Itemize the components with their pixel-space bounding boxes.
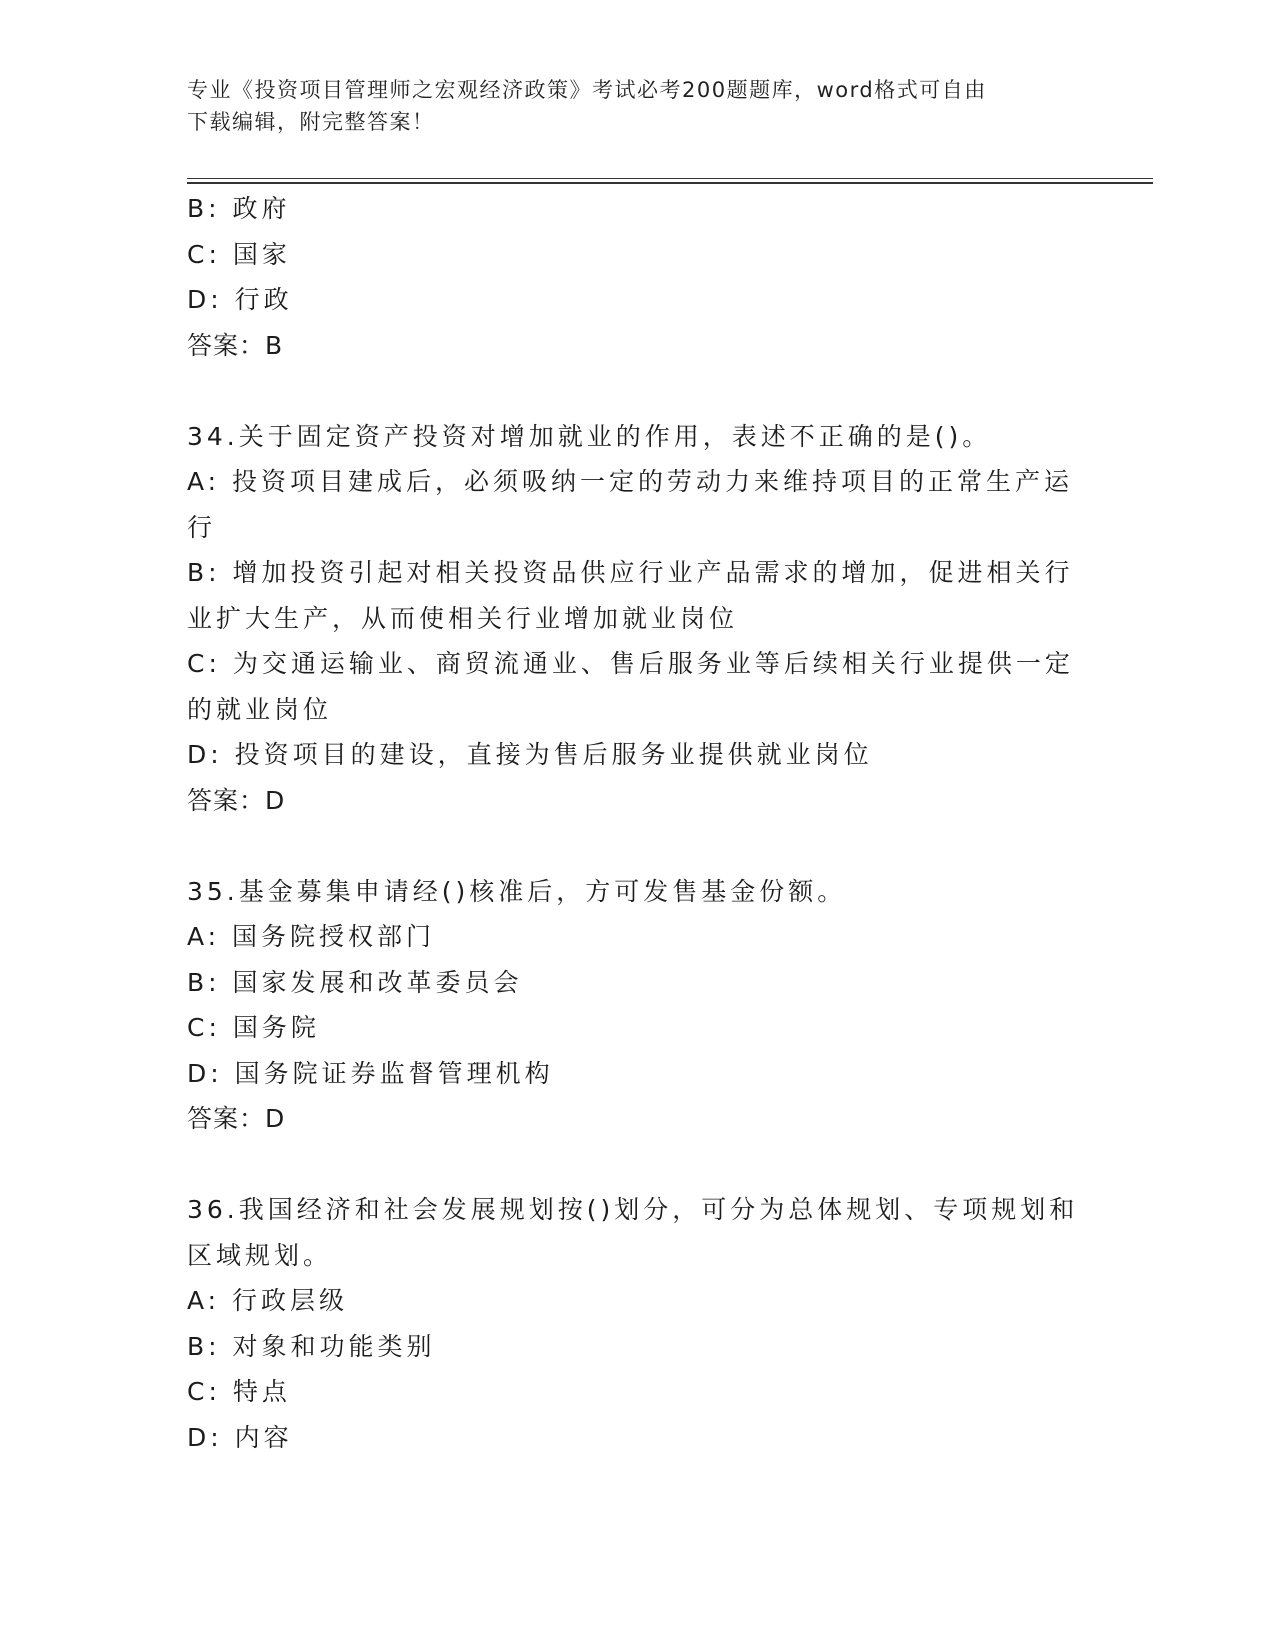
option-d: D: 投资项目的建设，直接为售后服务业提供就业岗位 (187, 740, 873, 769)
option-b: B: 政府 (187, 194, 291, 223)
option-d: D: 内容 (187, 1422, 293, 1452)
option-b: B: 对象和功能类别 (187, 1331, 436, 1361)
option-b: B: 国家发展和改革委员会 (187, 967, 523, 997)
header-rule-thick (187, 182, 1153, 184)
option-b: B: 增加投资引起对相关投资品供应行业产品需求的增加，促进相关行 (187, 558, 1074, 587)
header-rule-thin (187, 178, 1153, 179)
question-stem: 35.基金募集申请经()核准后，方可发售基金份额。 (187, 876, 847, 906)
question-35 (187, 869, 1087, 1142)
question-36 (187, 1187, 1087, 1460)
option-a: A: 国务院授权部门 (187, 922, 436, 951)
option-a: A: 行政层级 (187, 1286, 349, 1315)
answer: 答案：D (187, 1104, 286, 1133)
option-c: C: 特点 (187, 1377, 291, 1406)
header-line-1: 专业《投资项目管理师之宏观经济政策》考试必考200题题库，word格式可自由 (187, 78, 987, 102)
question-list (187, 186, 1087, 1460)
option-a: A: 投资项目建成后，必须吸纳一定的劳动力来维持项目的正常生产运 (187, 467, 1074, 496)
question-stem: 34.关于固定资产投资对增加就业的作用，表述不正确的是()。 (187, 421, 992, 451)
spacer (187, 1142, 1087, 1188)
option-c: C: 国务院 (187, 1013, 320, 1042)
answer: 答案：D (187, 785, 286, 815)
question-stem: 36.我国经济和社会发展规划按()划分，可分为总体规划、专项规划和 (187, 1195, 1079, 1224)
option-c: C: 国家 (187, 239, 291, 269)
answer: 答案：B (187, 330, 284, 360)
option-a-continued: 行 (187, 512, 217, 542)
header-line-2: 下载编辑，附完整答案！ (187, 110, 435, 134)
option-c-continued: 的就业岗位 (187, 694, 333, 724)
option-d: D: 国务院证券监督管理机构 (187, 1058, 554, 1088)
option-c: C: 为交通运输业、商贸流通业、售后服务业等后续相关行业提供一定 (187, 649, 1074, 678)
option-b-continued: 业扩大生产，从而使相关行业增加就业岗位 (187, 603, 739, 633)
question-33-tail (187, 186, 1087, 368)
spacer (187, 823, 1087, 869)
option-d: D: 行政 (187, 285, 293, 314)
question-stem-continued: 区域规划。 (187, 1240, 333, 1270)
question-34 (187, 414, 1087, 824)
document-header (187, 74, 1067, 138)
spacer (187, 368, 1087, 414)
